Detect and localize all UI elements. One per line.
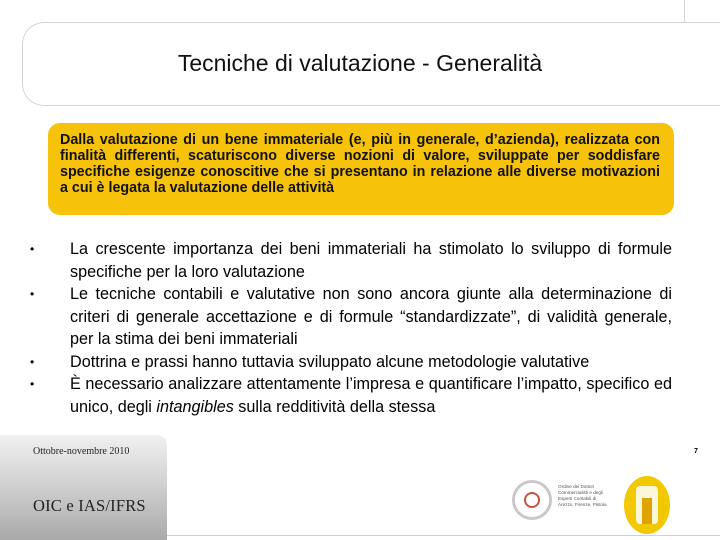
list-item: [30, 373, 672, 418]
callout-box: [48, 123, 674, 215]
bullet-text: [70, 375, 672, 416]
page-number: 7: [694, 448, 698, 455]
footer-divider: [167, 535, 720, 536]
list-item: [30, 283, 672, 351]
bullet-text: La crescente importanza dei beni immateriali ha stimolato lo sviluppo di formule specifiche per la loro valutazione: [70, 240, 672, 281]
bullet-icon: •: [30, 354, 35, 369]
bullet-icon: •: [30, 377, 35, 391]
odcec-seal-center: [524, 492, 540, 508]
list-item: [30, 238, 672, 283]
list-item: [30, 351, 672, 374]
footer-brand: OIC e IAS/IFRS: [33, 496, 146, 515]
bullet-list: [30, 238, 672, 418]
bullet-text: Le tecniche contabili e valutative non sono ancora giunte alla determinazione di criteri di generale accettazione e di formule “standardizzate”, di validità generale, per la stima dei beni immateriali: [70, 285, 672, 348]
bullet-text-end: sulla redditività della stessa: [233, 397, 436, 416]
decorative-divider: [684, 0, 685, 24]
coin-logo-bar: [642, 498, 652, 524]
callout-text: Dalla valutazione di un bene immateriale (e, più in generale, d’azienda), realizzata con finalità differenti, scaturiscono diverse nozioni di valore, sviluppate per soddisfare specifiche esigenze conoscitive che si presentano in relazione alle diverse motivazioni a cui è legata la valutazione delle attività: [60, 132, 660, 196]
bullet-text: Dottrina e prassi hanno tuttavia sviluppato alcune metodologie valutative: [70, 352, 590, 371]
bullet-icon: •: [30, 287, 35, 301]
bullet-text-italic: intangibles: [156, 397, 234, 416]
odcec-logo-text: Ordine dei Dottori Commercialisti e degli Esperti Contabili di Arezzo, Firenze, Pistoia: [558, 484, 607, 507]
bullet-text-start: È necessario analizzare attentamente l’impresa e quantificare l’impatto, specifico ed unico, degli: [70, 375, 672, 416]
footer-date: Ottobre-novembre 2010: [33, 446, 130, 457]
bullet-icon: •: [30, 242, 35, 256]
coin-logo-icon: [624, 476, 670, 534]
odcec-logo-icon: [512, 476, 606, 530]
slide-title: Tecniche di valutazione - Generalità: [177, 50, 543, 76]
